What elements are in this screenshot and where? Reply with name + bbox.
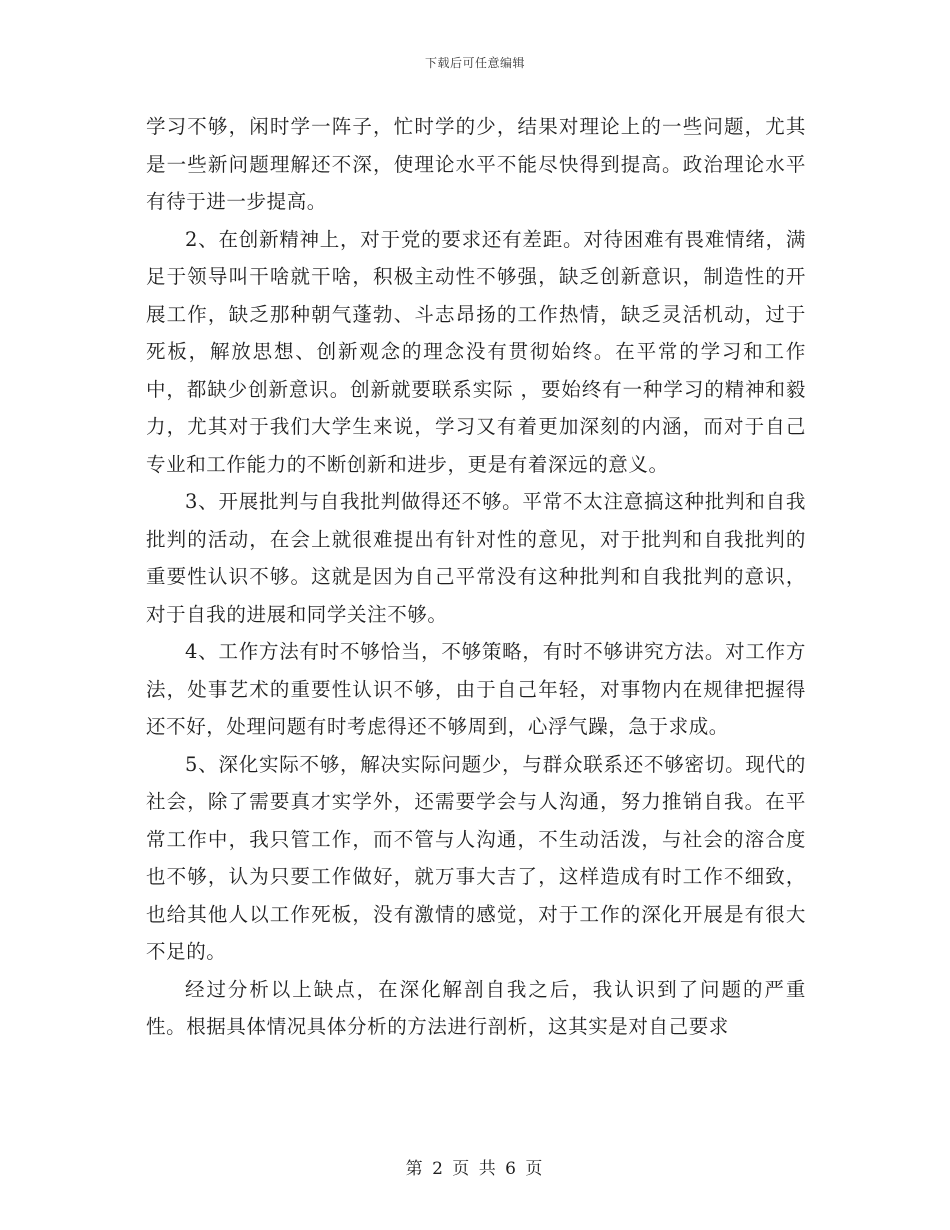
- paragraph-4-work-method: 4、工作方法有时不够恰当，不够策略，有时不够讲究方法。对工作方法，处事艺术的重要性认识不够，由于自己年轻，对事物内在规律把握得还不好，处理问题有时考虑得还不够周到，心浮气躁，急于求成。: [146, 640, 806, 738]
- paragraph-continuation: 学习不够，闲时学一阵子，忙时学的少，结果对理论上的一些问题，尤其是一些新问题理解还不深，使理论水平不能尽快得到提高。政治理论水平有待于进一步提高。: [146, 115, 806, 213]
- document-body: [146, 108, 806, 1046]
- page-number-footer: 第 2 页 共 6 页: [405, 1159, 545, 1179]
- paragraph-analysis-conclusion: 经过分析以上缺点，在深化解剖自我之后，我认识到了问题的严重性。根据具体情况具体分析的方法进行剖析，这其实是对自己要求: [146, 977, 806, 1038]
- page-header-note: 下载后可任意编辑: [424, 56, 525, 70]
- paragraph-2-innovation: 2、在创新精神上，对于党的要求还有差距。对待困难有畏难情绪，满足于领导叫干啥就干啥，积极主动性不够强，缺乏创新意识，制造性的开展工作，缺乏那种朝气蓬勃、斗志昂扬的工作热情，缺乏灵活机动，过于死板，解放思想、创新观念的理念没有贯彻始终。在平常的学习和工作中，都缺少创新意识。创新就要联系实际 ，要始终有一种学习的精神和毅力，尤其对于我们大学生来说，学习又有着更加深刻的内涵，而对于自己专业和工作能力的不断创新和进步，更是有着深远的意义。: [146, 227, 806, 476]
- paragraph-3-criticism: 3、开展批判与自我批判做得还不够。平常不太注意搞这种批判和自我批判的活动，在会上就很难提出有针对性的意见，对于批判和自我批判的重要性认识不够。这就是因为自己平常没有这种批判和自我批判的意识，对于自我的进展和同学关注不够。: [146, 490, 806, 626]
- paragraph-5-practice: 5、深化实际不够，解决实际问题少，与群众联系还不够密切。现代的社会，除了需要真才实学外，还需要学会与人沟通，努力推销自我。在平常工作中，我只管工作，而不管与人沟通，不生动活泼，与社会的溶合度也不够，认为只要工作做好，就万事大吉了，这样造成有时工作不细致，也给其他人以工作死板，没有激情的感觉，对于工作的深化开展是有很大不足的。: [146, 752, 806, 963]
